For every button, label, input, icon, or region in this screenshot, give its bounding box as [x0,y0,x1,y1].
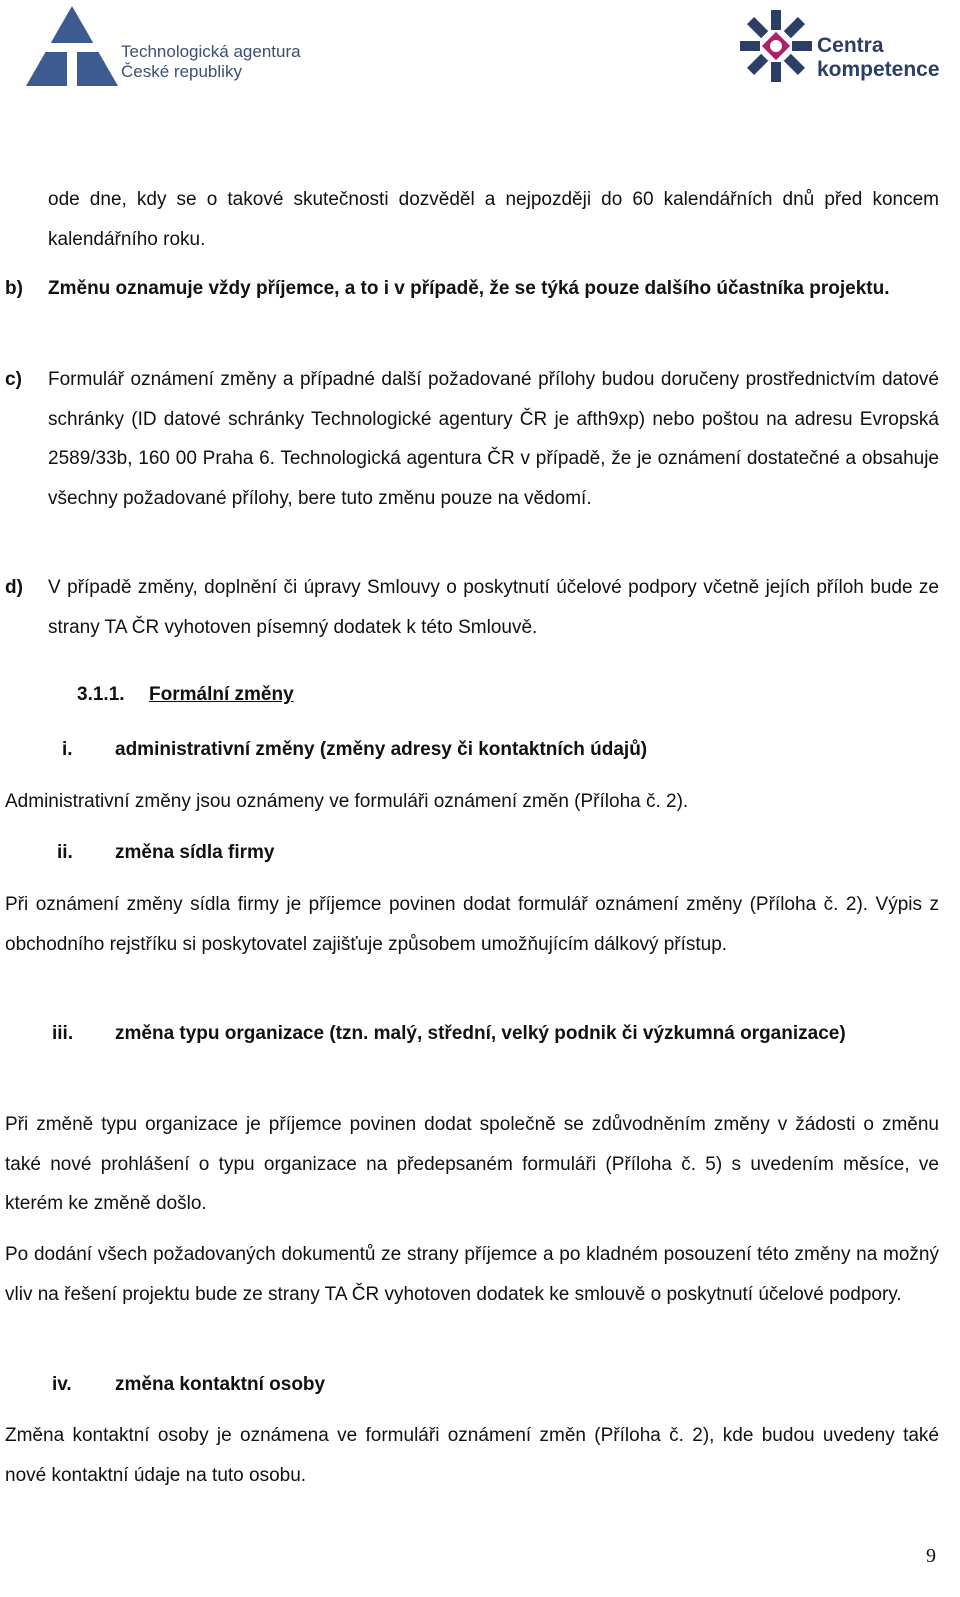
sub-i-mark: i. [62,739,73,760]
ck-logo-line2: kompetence [817,58,940,81]
item-c-mark: c) [5,369,22,390]
item-d-mark: d) [5,577,23,598]
paragraph-continued: ode dne, kdy se o takové skutečnosti dozvěděl a nejpozději do 60 kalendářních dnů před koncem kalendářního roku. [48,189,939,250]
item-b-mark: b) [5,278,23,299]
ta-logo-line2: České republiky [121,62,242,81]
sub-iii-text2: Po dodání všech požadovaných dokumentů ze strany příjemce a po kladném posouzení této změny na možný vliv na řešení projektu bude ze strany TA ČR vyhotoven dodatek ke smlouvě o poskytnutí účelové podpory. [5,1244,939,1305]
page-number: 9 [926,1545,936,1567]
sub-iii-mark: iii. [52,1023,74,1044]
sub-ii-title: změna sídla firmy [115,842,275,863]
section-title: Formální změny [149,684,294,705]
sub-i-text: Administrativní změny jsou oznámeny ve formuláři oznámení změn (Příloha č. 2). [5,791,689,812]
section-heading [77,675,294,715]
ck-logo-line1: Centra [817,34,884,57]
sub-i-title: administrativní změny (změny adresy či kontaktních údajů) [115,739,648,760]
ta-logo-icon [26,6,118,86]
item-d-text: V případě změny, doplnění či úpravy Smlouvy o poskytnutí účelové podpory včetně jejích příloh bude ze strany TA ČR vyhotoven písemný dodatek k této Smlouvě. [48,577,939,638]
sub-iii-title: změna typu organizace (tzn. malý, střední, velký podnik či výzkumná organizace) [115,1023,846,1044]
ta-logo [26,6,326,90]
item-b-text: Změnu oznamuje vždy příjemce, a to i v případě, že se týká pouze dalšího účastníka projektu. [48,278,890,299]
sub-ii-mark: ii. [57,842,73,863]
item-c-text: Formulář oznámení změny a případné další požadované přílohy budou doručeny prostřednictvím datové schránky (ID datové schránky Technologické agentury ČR je afth9xp) nebo poštou na adresu Evropská 2589/33b, 160 00 Praha 6. Technologická agentura ČR v případě, že je oznámení dostatečné a obsahuje všechny požadované přílohy, bere tuto změnu pouze na vědomí. [48,369,939,509]
sub-iv-mark: iv. [52,1374,72,1395]
sub-iv-title: změna kontaktní osoby [115,1374,326,1395]
section-number: 3.1.1. [77,684,125,705]
star-logo-icon [740,10,812,82]
sub-ii-text: Při oznámení změny sídla firmy je příjemce povinen dodat formulář oznámení změny (Příloha č. 2). Výpis z obchodního rejstříku si poskytovatel zajišťuje způsobem umožňujícím dálkový přístup. [5,894,939,955]
page-header [0,0,960,100]
sub-iv-text: Změna kontaktní osoby je oznámena ve formuláři oznámení změn (Příloha č. 2), kde budou uvedeny také nové kontaktní údaje na tuto osobu. [5,1425,939,1486]
sub-iii-text1: Při změně typu organizace je příjemce povinen dodat společně se zdůvodněním změny v žádosti o změnu také nové prohlášení o typu organizace na předepsaném formuláři (Příloha č. 5) s uvedením měsíce, ve kterém ke změně došlo. [5,1114,939,1214]
ck-logo [740,6,945,86]
ta-logo-line1: Technologická agentura [121,42,301,61]
